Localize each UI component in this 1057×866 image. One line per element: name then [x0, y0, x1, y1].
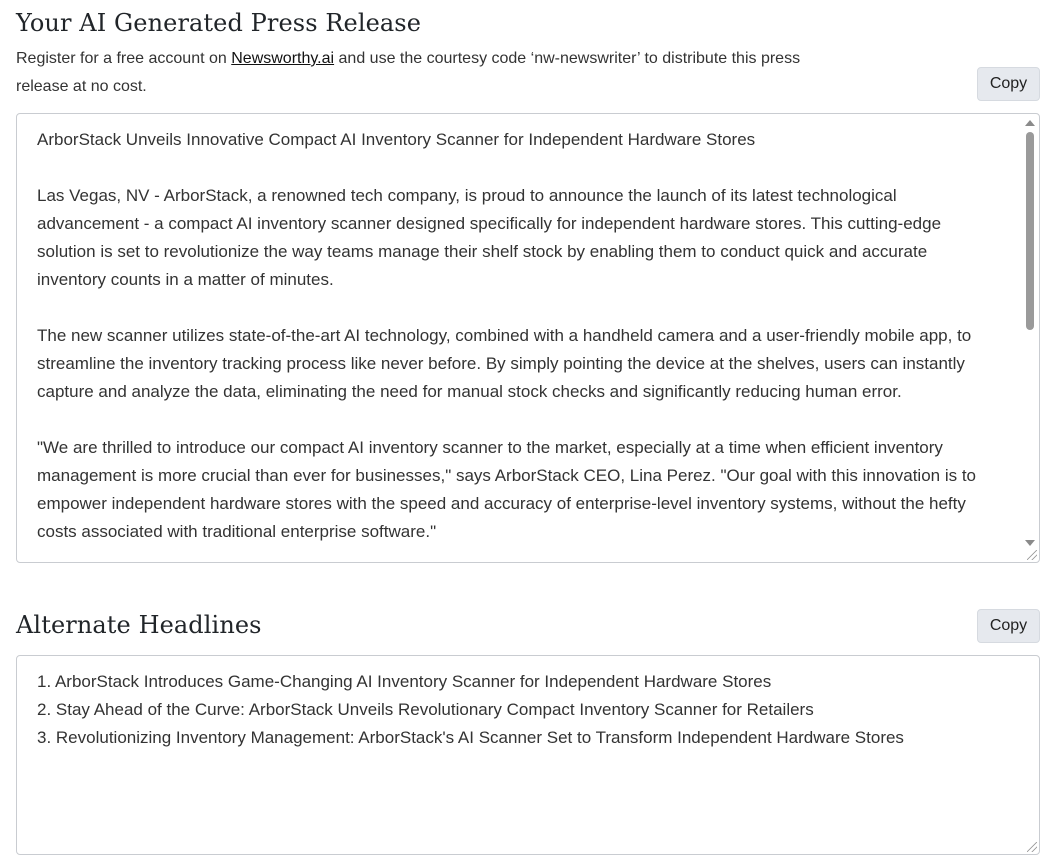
resize-handle-icon[interactable] [1027, 842, 1037, 852]
scroll-up-arrow-icon[interactable] [1025, 120, 1035, 126]
newsworthy-link[interactable]: Newsworthy.ai [231, 50, 335, 67]
note-text-end: and use the courtesy code ‘nw-newswriter’ to distribute this press release at no cost. [16, 50, 801, 95]
press-release-textarea[interactable] [16, 113, 1040, 563]
press-release-paragraph: Las Vegas, NV - ArborStack, a renowned tech company, is proud to announce the launch of its latest technological advancement - a compact AI inventory scanner designed specifically for independent hardware stores. This cutting-edge solution is set to revolutionize the way teams manage their shelf stock by enabling them to conduct quick and accurate inventory counts in a matter of minutes. [37, 186, 942, 289]
vertical-scrollbar[interactable] [1023, 116, 1037, 548]
distribution-note [16, 45, 806, 101]
headline-item: 3. Revolutionizing Inventory Management: ArborStack's AI Scanner Set to Transform Independent Hardware Stores [37, 728, 904, 747]
copy-press-release-button[interactable]: Copy [977, 67, 1040, 101]
alternate-headlines-textarea[interactable] [16, 655, 1040, 855]
note-text-start: Register for a free account on [16, 50, 232, 67]
press-release-body [37, 126, 999, 563]
headline-item: 1. ArborStack Introduces Game-Changing AI Inventory Scanner for Independent Hardware Stores [37, 672, 772, 691]
scrollbar-thumb[interactable] [1026, 132, 1034, 330]
press-release-paragraph: "We are thrilled to introduce our compact AI inventory scanner to the market, especially at a time when efficient inventory management is more crucial than ever for businesses," says ArborStack CEO, Lina Perez. "Our goal with this innovation is to empower independent hardware stores with the speed and accuracy of enterprise-level inventory systems, without the hefty costs associated with traditional enterprise software." [37, 438, 977, 541]
resize-handle-icon[interactable] [1027, 550, 1037, 560]
press-release-heading: Your AI Generated Press Release [16, 9, 422, 37]
copy-headlines-button[interactable]: Copy [977, 609, 1040, 643]
headline-item: 2. Stay Ahead of the Curve: ArborStack Unveils Revolutionary Compact Inventory Scanner for Retailers [37, 700, 814, 719]
press-release-headline: ArborStack Unveils Innovative Compact AI Inventory Scanner for Independent Hardware Stores [37, 130, 756, 149]
alternate-headlines-heading: Alternate Headlines [16, 611, 262, 639]
press-release-paragraph: The new scanner utilizes state-of-the-art AI technology, combined with a handheld camera and a user-friendly mobile app, to streamline the inventory tracking process like never before. By simply pointing the device at the shelves, users can instantly capture and analyze the data, eliminating the need for manual stock checks and significantly reducing human error. [37, 326, 972, 401]
scroll-down-arrow-icon[interactable] [1025, 540, 1035, 546]
headline-list [37, 668, 999, 752]
